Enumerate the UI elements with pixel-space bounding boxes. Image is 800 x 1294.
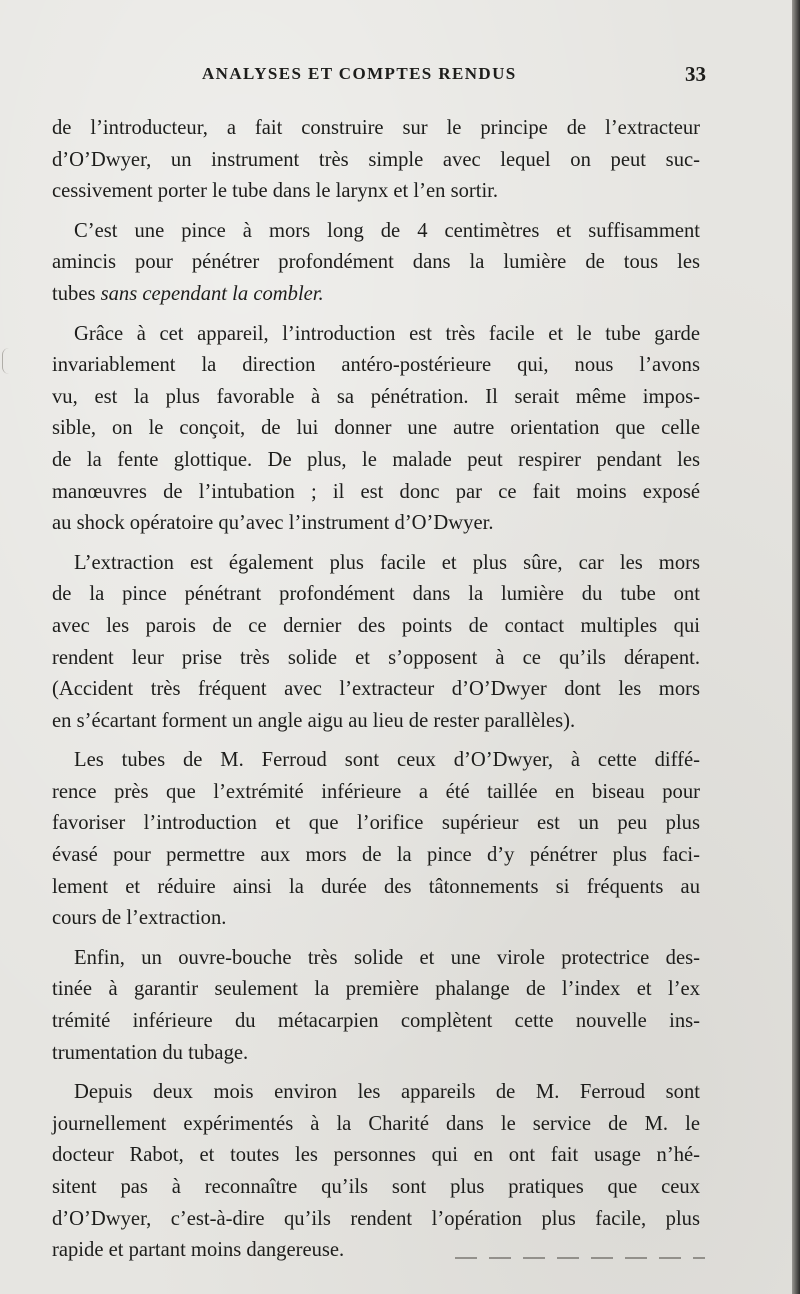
text-line: Grâce à cet appareil, l’introduction est très facile et le tube garde [74, 322, 700, 345]
text-line: vu, est la plus favorable à sa pénétration. Il serait même impos- [52, 385, 700, 408]
text-line: d’O’Dwyer, un instrument très simple avec lequel on peut suc- [52, 148, 700, 171]
text-line: docteur Rabot, et toutes les personnes qui en ont fait usage n’hé- [52, 1144, 700, 1167]
paragraph [52, 548, 700, 738]
text-line: L’extraction est également plus facile et plus sûre, car les mors [74, 551, 700, 574]
text-line: tinée à garantir seulement la première phalange de l’index et l’ex [52, 978, 700, 1001]
text-line: Enfin, un ouvre-bouche très solide et une virole protectrice des- [74, 946, 700, 969]
text-line: évasé pour permettre aux mors de la pince d’y pénétrer plus faci- [52, 844, 700, 867]
paragraph [52, 1077, 700, 1267]
text-line: au shock opératoire qu’avec l’instrument d’O’Dwyer. [52, 512, 494, 535]
paragraph [52, 113, 700, 208]
text-line: trémité inférieure du métacarpien complètent cette nouvelle ins- [52, 1010, 700, 1033]
footer-dashed-rule [455, 1257, 705, 1259]
text-fragment: tubes [52, 282, 101, 305]
text-line: manœuvres de l’intubation ; il est donc par ce fait moins exposé [52, 480, 700, 503]
text-line: lement et réduire ainsi la durée des tâtonnements si fréquents au [52, 875, 700, 898]
text-line: Depuis deux mois environ les appareils de M. Ferroud sont [74, 1081, 700, 1104]
text-line: cours de l’extraction. [52, 907, 227, 930]
text-line: trumentation du tubage. [52, 1041, 249, 1064]
text-line: invariablement la direction antéro-postérieure qui, nous l’avons [52, 354, 700, 377]
page-number: 33 [685, 62, 706, 86]
text-line: en s’écartant forment un angle aigu au lieu de rester parallèles). [52, 709, 576, 732]
text-line: de la fente glottique. De plus, le malade peut respirer pendant les [52, 448, 700, 471]
text-line: rence près que l’extrémité inférieure a été taillée en biseau pour [52, 780, 700, 803]
text-line: de l’introducteur, a fait construire sur le principe de l’extracteur [52, 117, 700, 139]
text-line: avec les parois de ce dernier des points de contact multiples qui [52, 614, 700, 637]
scan-edge-shadow [792, 0, 800, 1294]
text-line: rendent leur prise très solide et s’opposent à ce qu’ils dérapent. [52, 646, 700, 669]
text-line: rapide et partant moins dangereuse. [52, 1239, 345, 1262]
text-line: favoriser l’introduction et que l’orifice supérieur est un peu plus [52, 812, 700, 835]
text-line: de la pince pénétrant profondément dans la lumière du tube ont [52, 583, 700, 606]
text-line: cessivement porter le tube dans le larynx et l’en sortir. [52, 180, 499, 203]
body-text [52, 113, 700, 1275]
italic-text: sans cependant la combler. [100, 282, 324, 305]
text-line-with-italic [52, 279, 700, 311]
text-line: amincis pour pénétrer profondément dans la lumière de tous les [52, 251, 700, 274]
margin-mark [2, 348, 9, 374]
paragraph [52, 216, 700, 311]
text-line: journellement expérimentés à la Charité dans le service de M. le [52, 1112, 700, 1135]
text-line: (Accident très fréquent avec l’extracteur d’O’Dwyer dont les mors [52, 678, 700, 701]
text-line: Les tubes de M. Ferroud sont ceux d’O’Dwyer, à cette diffé- [74, 749, 700, 772]
page-header [52, 62, 706, 94]
paragraph [52, 943, 700, 1069]
text-line: sitent pas à reconnaître qu’ils sont plus pratiques que ceux [52, 1176, 700, 1198]
running-head: ANALYSES ET COMPTES RENDUS [202, 64, 517, 83]
text-line: C’est une pince à mors long de 4 centimètres et suffisamment [74, 219, 700, 242]
paragraph [52, 745, 700, 935]
text-line: d’O’Dwyer, c’est-à-dire qu’ils rendent l’opération plus facile, plus [52, 1207, 700, 1230]
text-line: sible, on le conçoit, de lui donner une autre orientation que celle [52, 417, 700, 440]
paragraph [52, 319, 700, 540]
